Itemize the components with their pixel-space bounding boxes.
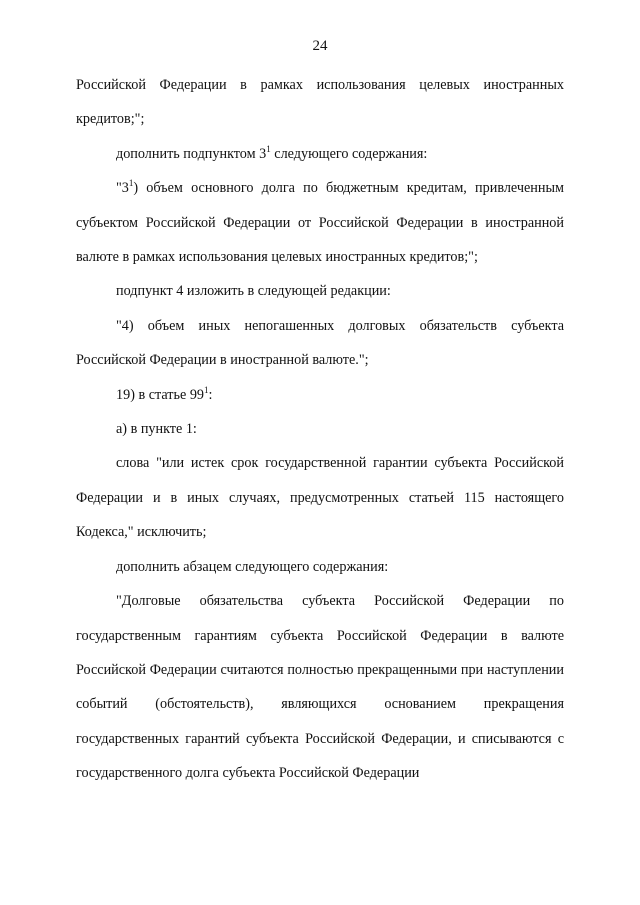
paragraph-continuation: Российской Федерации в рамках использования целевых иностранных кредитов;"; [76, 77, 564, 128]
paragraph-add-subitem [76, 137, 564, 171]
paragraph-text: дополнить подпунктом 3 [116, 145, 267, 162]
paragraph-text: 19) в статье 99 [116, 386, 205, 403]
paragraph-subitem-4: "4) объем иных непогашенных долговых обязательств субъекта Российской Федерации в иностранной валюте."; [76, 317, 564, 369]
paragraph-text: следующего содержания: [270, 145, 428, 162]
paragraph-add-clause: дополнить абзацем следующего содержания: [116, 558, 389, 575]
superscript: 1 [204, 384, 209, 395]
page-number: 24 [312, 38, 328, 54]
paragraph-item-19 [76, 378, 564, 412]
paragraph-point-1: а) в пункте 1: [116, 421, 197, 438]
paragraph-subitem-4-intro: подпункт 4 изложить в следующей редакции: [116, 283, 391, 300]
paragraph-text: : [208, 386, 213, 403]
superscript: 1 [128, 178, 134, 189]
paragraph-subitem-3-1 [76, 171, 564, 274]
paragraph-debt-obligations: "Долговые обязательства субъекта Российской Федерации по государственным гарантиям субъекта Российской Федерации в валюте Российской Федерации считаются полностью прекращенными при наступлении событий (обстоятельств), являющихся основанием прекращения государственных гарантий субъекта Российской Федерации, и списываются с государственного долга субъекта Российской Федерации [76, 593, 564, 782]
document-body [76, 68, 564, 791]
paragraph-text: ) объем основного долга по бюджетным кредитам, привлеченным субъектом Российской Федерации от Российской Федерации в иностранной валюте в рамках использования целевых иностранных кредитов;"; [76, 180, 564, 266]
paragraph-text: "3 [116, 180, 129, 197]
paragraph-words-exclude: слова "или истек срок государственной гарантии субъекта Российской Федерации и в иных случаях, предусмотренных статьей 115 настоящего Кодекса," исключить; [76, 455, 564, 541]
superscript: 1 [266, 143, 271, 154]
